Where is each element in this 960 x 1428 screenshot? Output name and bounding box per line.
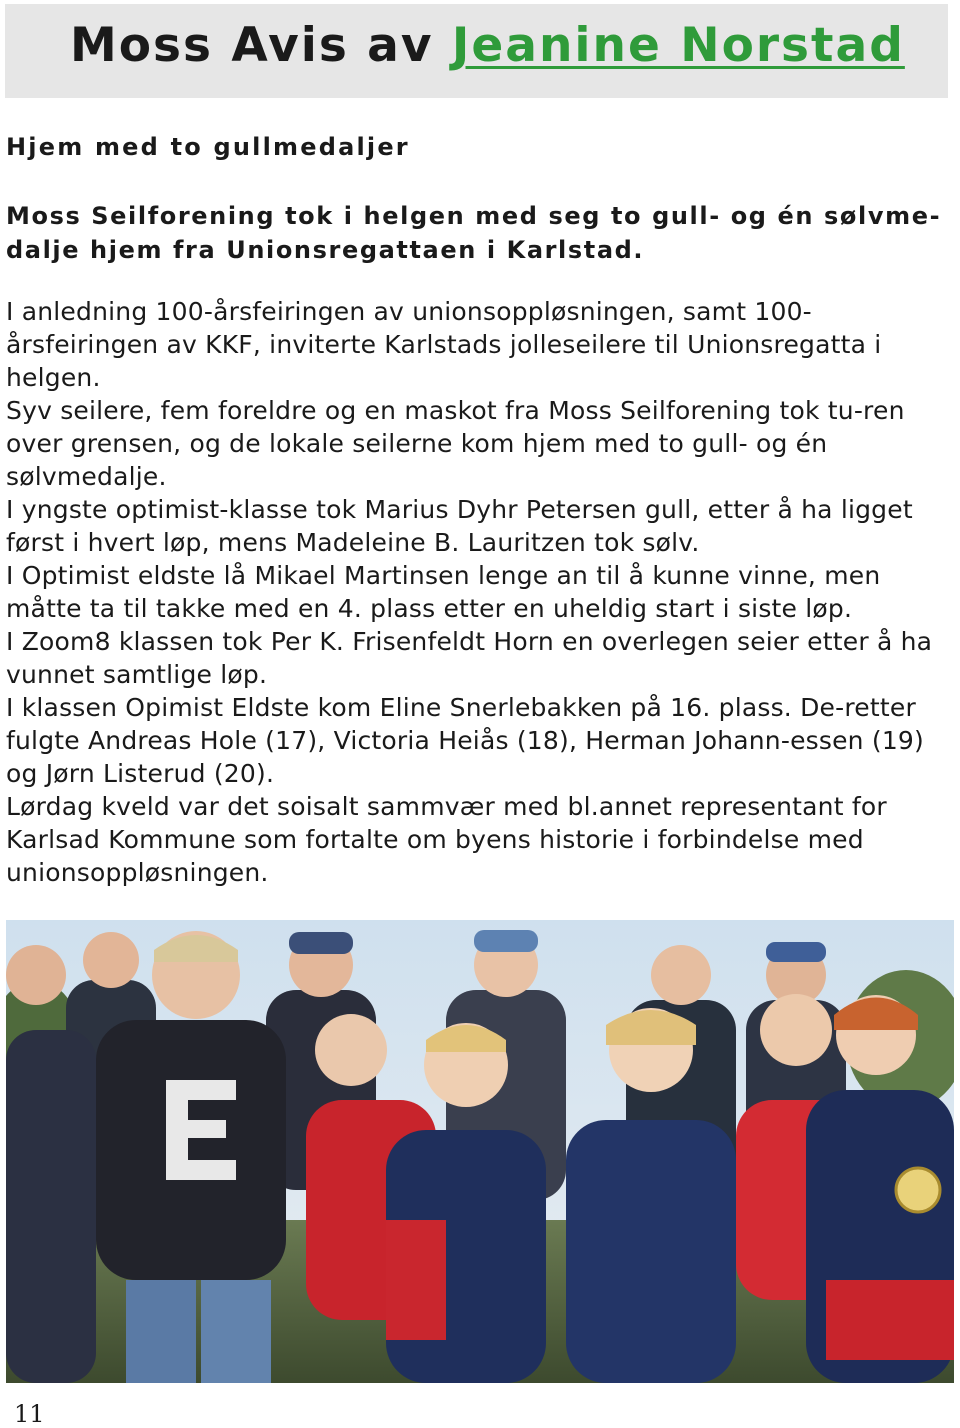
author-link[interactable]: Jeanine Norstad	[451, 18, 905, 73]
group-photo	[6, 920, 954, 1383]
article-paragraph: I klassen Opimist Eldste kom Eline Snerlebakken på 16. plass. De-retter fulgte Andreas Hole (17), Victoria Heiås (18), Herman Johann-essen (19) og Jørn Listerud (20).	[6, 693, 924, 788]
page-number: 11	[14, 1400, 45, 1428]
article-paragraph: I Optimist eldste lå Mikael Martinsen lenge an til å kunne vinne, men måtte ta til takke med en 4. plass etter en uheldig start i siste løp.	[6, 561, 881, 623]
article-headline: Hjem med to gullmedaljer	[6, 133, 410, 161]
page-title	[70, 18, 905, 73]
article-lede: Moss Seilforening tok i helgen med seg to gull- og én sølvme-dalje hjem fra Unionsregattaen i Karlstad.	[6, 202, 942, 264]
article-paragraph: I anledning 100-årsfeiringen av unionsoppløsningen, samt 100-årsfeiringen av KKF, inviterte Karlstads jolleseilere til Unionsregatta i helgen.	[6, 297, 882, 392]
title-prefix: Moss Avis av	[70, 18, 434, 73]
article-paragraph: Lørdag kveld var det soisalt sammvær med bl.annet representant for Karlsad Kommune som fortalte om byens historie i forbindelse med unionsoppløsningen.	[6, 792, 887, 887]
article-body	[6, 295, 954, 889]
article-paragraph: Syv seilere, fem foreldre og en maskot fra Moss Seilforening tok tu-ren over grensen, og de lokale seilerne kom hjem med to gull- og én sølvmedalje.	[6, 396, 905, 491]
group-photo-illustration	[6, 920, 954, 1383]
article-paragraph: I Zoom8 klassen tok Per K. Frisenfeldt Horn en overlegen seier etter å ha vunnet samtlige løp.	[6, 627, 933, 689]
article-paragraph: I yngste optimist-klasse tok Marius Dyhr Petersen gull, etter å ha ligget først i hvert løp, mens Madeleine B. Lauritzen tok sølv.	[6, 495, 913, 557]
